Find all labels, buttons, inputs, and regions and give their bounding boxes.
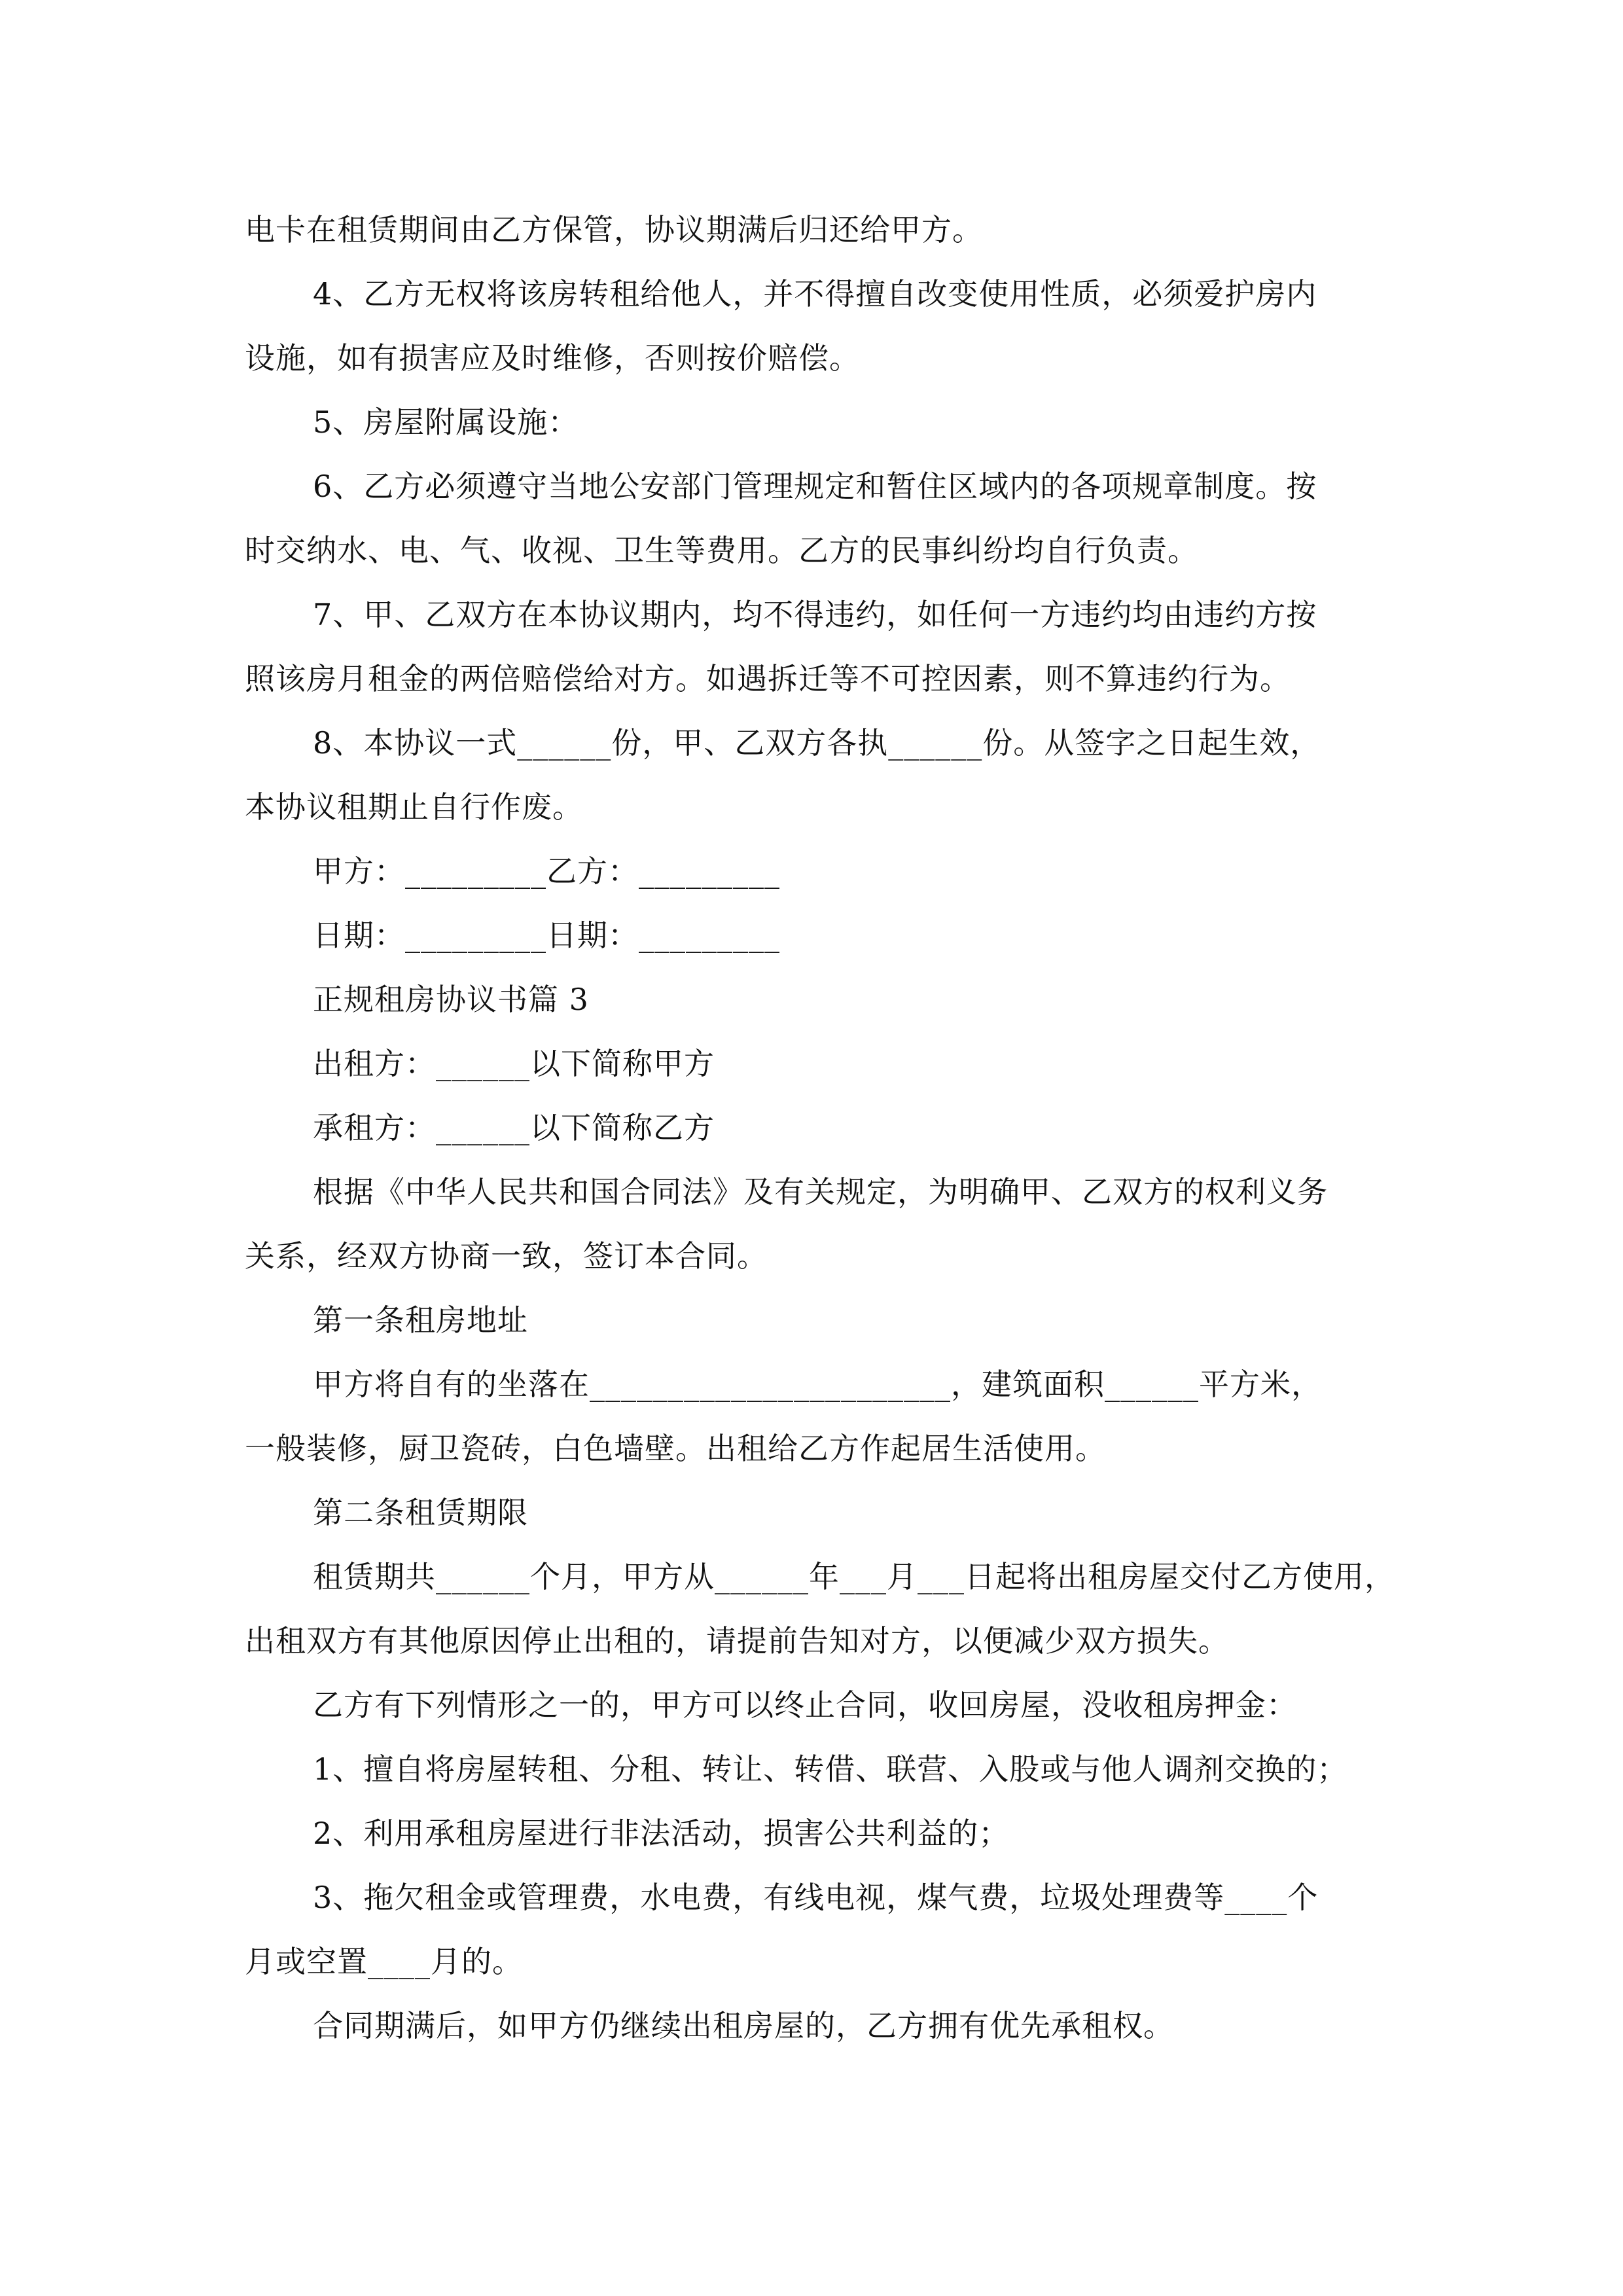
lessee-line: 承租方：______以下简称乙方 [313, 1110, 715, 1145]
text-line: 4、乙方无权将该房转租给他人，并不得擅自改变使用性质，必须爱护房内 [313, 276, 1317, 312]
list-item: 3、拖欠租金或管理费，水电费，有线电视，煤气费，垃圾处理费等____个 [313, 1880, 1319, 1915]
text-line: 一般装修，厨卫瓷砖，白色墙壁。出租给乙方作起居生活使用。 [245, 1431, 1106, 1466]
text-line: 时交纳水、电、气、收视、卫生等费用。乙方的民事纠纷均自行负责。 [245, 533, 1198, 568]
article-heading: 第一条租房地址 [313, 1302, 528, 1338]
list-item: 1、擅自将房屋转租、分租、转让、转借、联营、入股或与他人调剂交换的； [313, 1751, 1348, 1787]
text-line: 6、乙方必须遵守当地公安部门管理规定和暂住区域内的各项规章制度。按 [313, 469, 1317, 504]
contract-body [245, 198, 1397, 2058]
text-line: 合同期满后，如甲方仍继续出租房屋的，乙方拥有优先承租权。 [313, 2008, 1174, 2043]
text-line: 7、甲、乙双方在本协议期内，均不得违约，如任何一方违约均由违约方按 [313, 597, 1317, 632]
text-line: 出租双方有其他原因停止出租的，请提前告知对方，以便减少双方损失。 [245, 1623, 1229, 1659]
signature-line: 甲方：_________乙方：_________ [313, 853, 780, 889]
text-line: 关系，经双方协商一致，签订本合同。 [245, 1238, 768, 1274]
text-line: 本协议租期止自行作废。 [245, 789, 583, 825]
text-line: 电卡在租赁期间由乙方保管，协议期满后归还给甲方。 [245, 212, 983, 247]
text-line: 根据《中华人民共和国合同法》及有关规定，为明确甲、乙双方的权利义务 [313, 1174, 1328, 1210]
text-line: 8、本协议一式______份，甲、乙双方各执______份。从签字之日起生效， [313, 725, 1321, 761]
list-item: 2、利用承租房屋进行非法活动，损害公共利益的； [313, 1816, 1010, 1851]
text-line: 5、房屋附属设施： [313, 404, 579, 440]
text-line: 乙方有下列情形之一的，甲方可以终止合同，收回房屋，没收租房押金： [313, 1687, 1297, 1723]
text-line: 甲方将自有的坐落在_______________________，建筑面积______平方米， [313, 1367, 1322, 1402]
article-heading: 第二条租赁期限 [313, 1495, 528, 1530]
date-line: 日期：_________日期：_________ [313, 918, 780, 953]
text-line: 照该房月租金的两倍赔偿给对方。如遇拆迁等不可控因素，则不算违约行为。 [245, 661, 1291, 696]
text-line: 月或空置____月的。 [245, 1944, 523, 1979]
text-line: 租赁期共______个月，甲方从______年___月___日起将出租房屋交付乙方使用， [313, 1559, 1395, 1594]
text-line: 设施，如有损害应及时维修，否则按价赔偿。 [245, 340, 860, 376]
lessor-line: 出租方：______以下简称甲方 [313, 1046, 715, 1081]
section-title: 正规租房协议书篇 3 [313, 982, 589, 1017]
